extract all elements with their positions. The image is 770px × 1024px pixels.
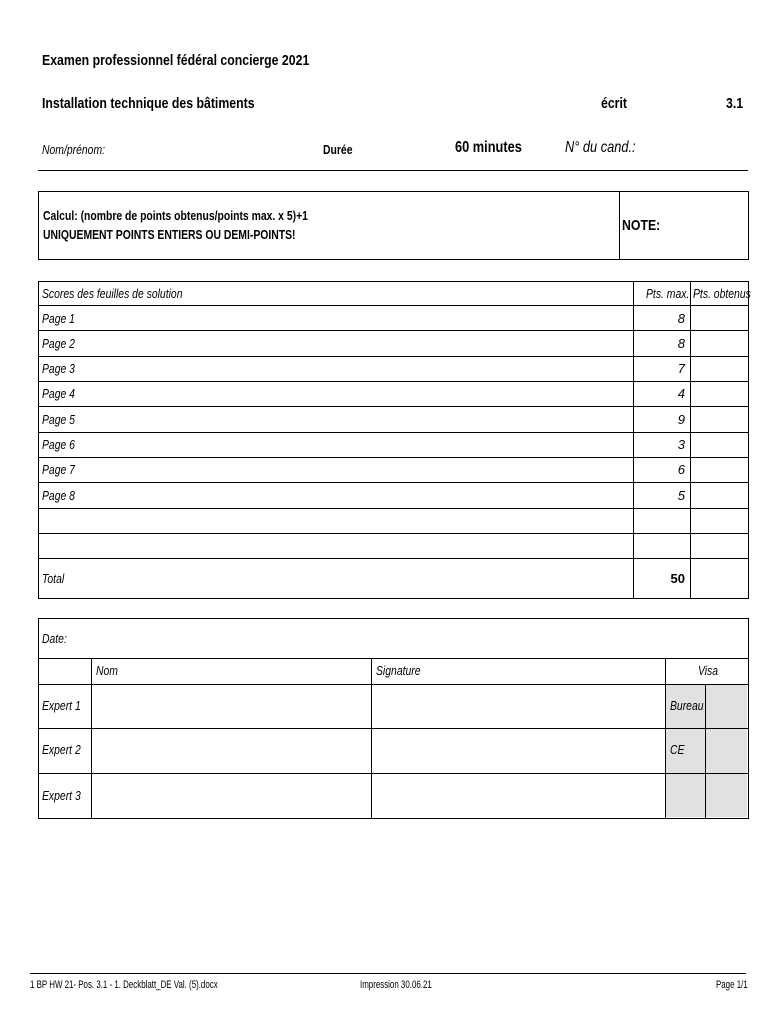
max-col-divider bbox=[633, 281, 634, 598]
calculation-formula: Calcul: (nombre de points obtenus/points max. x 5)+1 bbox=[43, 208, 308, 223]
name-column-header: Nom bbox=[96, 663, 118, 678]
table-row: Page 4 bbox=[42, 386, 75, 401]
col-divider bbox=[91, 658, 92, 818]
name-label: Nom/prénom: bbox=[42, 142, 105, 157]
calculation-rule: UNIQUEMENT POINTS ENTIERS OU DEMI-POINTS! bbox=[43, 227, 296, 242]
max-points-header: Pts. max. bbox=[646, 286, 690, 301]
max-points-value: 8 bbox=[677, 311, 685, 326]
exam-title: Examen professionnel fédéral concierge 2021 bbox=[42, 52, 310, 69]
scores-header: Scores des feuilles de solution bbox=[42, 286, 183, 301]
experts-table bbox=[38, 618, 749, 819]
obtained-col-divider bbox=[690, 281, 691, 598]
duration-label: Durée bbox=[323, 142, 353, 157]
expert-row-label: Expert 3 bbox=[42, 788, 81, 803]
position-number: 3.1 bbox=[726, 95, 744, 112]
table-row: Page 5 bbox=[42, 412, 75, 427]
date-label: Date: bbox=[42, 631, 67, 646]
total-value: 50 bbox=[670, 571, 685, 586]
total-label: Total bbox=[42, 571, 65, 586]
subject-title: Installation technique des bâtiments bbox=[42, 95, 255, 112]
table-row: Page 2 bbox=[42, 336, 75, 351]
exam-mode: écrit bbox=[601, 95, 627, 112]
header-divider bbox=[38, 170, 748, 171]
col-divider bbox=[705, 684, 706, 818]
table-row: Page 6 bbox=[42, 437, 75, 452]
row-line bbox=[38, 330, 748, 331]
row-line bbox=[38, 533, 748, 534]
col-divider bbox=[665, 658, 666, 818]
row-line bbox=[38, 482, 748, 483]
table-row: Page 1 bbox=[42, 311, 75, 326]
row-line bbox=[38, 356, 748, 357]
row-line bbox=[38, 558, 748, 559]
max-points-value: 4 bbox=[677, 386, 685, 401]
table-row: Page 3 bbox=[42, 361, 75, 376]
table-row: Page 8 bbox=[42, 488, 75, 503]
max-points-value: 9 bbox=[677, 412, 685, 427]
row-line bbox=[38, 432, 748, 433]
footer-filename: 1 BP HW 21- Pos. 3.1 - 1. Deckblatt_DE Val. (5).docx bbox=[30, 979, 218, 991]
footer-print-date: Impression 30.06.21 bbox=[360, 979, 432, 991]
duration-value: 60 minutes bbox=[455, 139, 522, 156]
visa-column-header: Visa bbox=[698, 663, 719, 678]
max-points-value: 3 bbox=[677, 437, 685, 452]
max-points-value: 7 bbox=[677, 361, 685, 376]
note-divider bbox=[619, 191, 620, 260]
footer-divider bbox=[30, 973, 746, 974]
row-line bbox=[38, 305, 748, 306]
visa-label: Bureau bbox=[670, 698, 704, 713]
visa-label: CE bbox=[670, 742, 685, 757]
expert-row-label: Expert 2 bbox=[42, 742, 81, 757]
row-line bbox=[38, 658, 748, 659]
table-row: Page 7 bbox=[42, 462, 75, 477]
max-points-value: 5 bbox=[677, 488, 685, 503]
footer-page-number: Page 1/1 bbox=[716, 979, 748, 991]
max-points-value: 6 bbox=[677, 462, 685, 477]
row-line bbox=[38, 728, 748, 729]
max-points-value: 8 bbox=[677, 336, 685, 351]
row-line bbox=[38, 457, 748, 458]
scores-table bbox=[38, 281, 749, 599]
note-label: NOTE: bbox=[622, 217, 661, 234]
candidate-number-label: N° du cand.: bbox=[565, 139, 636, 156]
row-line bbox=[38, 684, 748, 685]
row-line bbox=[38, 406, 748, 407]
col-divider bbox=[371, 658, 372, 818]
obtained-points-header: Pts. obtenus bbox=[693, 286, 751, 301]
row-line bbox=[38, 508, 748, 509]
expert-row-label: Expert 1 bbox=[42, 698, 81, 713]
row-line bbox=[38, 773, 748, 774]
row-line bbox=[38, 381, 748, 382]
signature-column-header: Signature bbox=[376, 663, 421, 678]
